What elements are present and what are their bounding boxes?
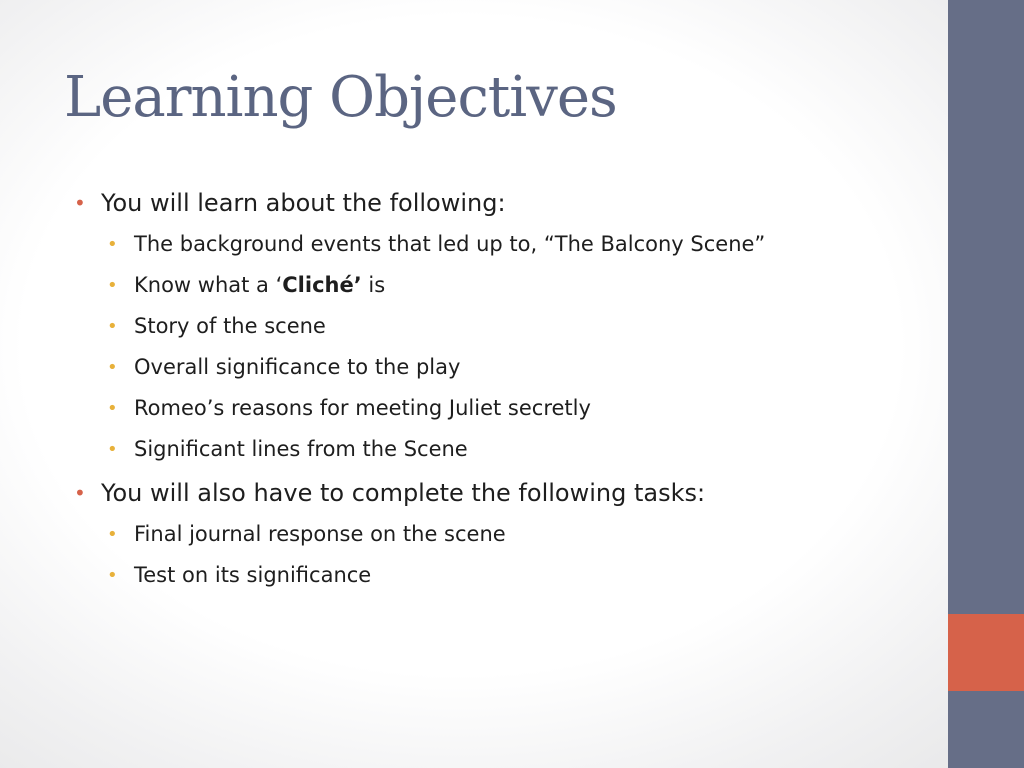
bullet-icon: •: [107, 357, 118, 378]
bullet-icon: •: [107, 565, 118, 586]
item-text: Test on its significance: [134, 563, 372, 587]
section-heading: You will also have to complete the following tasks:: [101, 479, 706, 507]
bullet-icon: •: [107, 275, 118, 296]
item-text-suffix: is: [361, 273, 386, 297]
item-text: Final journal response on the scene: [134, 522, 506, 546]
item-text: Significant lines from the Scene: [134, 437, 468, 461]
item-text: Romeo’s reasons for meeting Juliet secretly: [134, 396, 591, 420]
cliche-term: Cliché’: [282, 273, 362, 297]
section-learn: [72, 184, 765, 470]
bullet-icon: •: [74, 191, 86, 215]
item-text: Overall significance to the play: [134, 355, 461, 379]
sub-list: [72, 224, 765, 470]
side-accent-block: [948, 614, 1024, 691]
list-item: [72, 265, 765, 306]
list-item: [72, 555, 765, 596]
bullet-icon: •: [74, 481, 86, 505]
bullet-icon: •: [107, 439, 118, 460]
section-tasks: [72, 474, 765, 596]
list-item: [72, 306, 765, 347]
section-heading: You will learn about the following:: [101, 189, 506, 217]
objectives-list: [72, 184, 765, 600]
bullet-icon: •: [107, 524, 118, 545]
bullet-icon: •: [107, 316, 118, 337]
item-text: The background events that led up to, “The Balcony Scene”: [134, 232, 766, 256]
bullet-icon: •: [107, 398, 118, 419]
list-item: [72, 429, 765, 470]
sub-list: [72, 514, 765, 596]
list-item: [72, 347, 765, 388]
list-item: [72, 224, 765, 265]
list-item: [72, 514, 765, 555]
slide-title: Learning Objectives: [64, 65, 617, 130]
bullet-icon: •: [107, 234, 118, 255]
item-text: Story of the scene: [134, 314, 326, 338]
item-text-prefix: Know what a ‘: [134, 273, 283, 297]
list-item: [72, 388, 765, 429]
